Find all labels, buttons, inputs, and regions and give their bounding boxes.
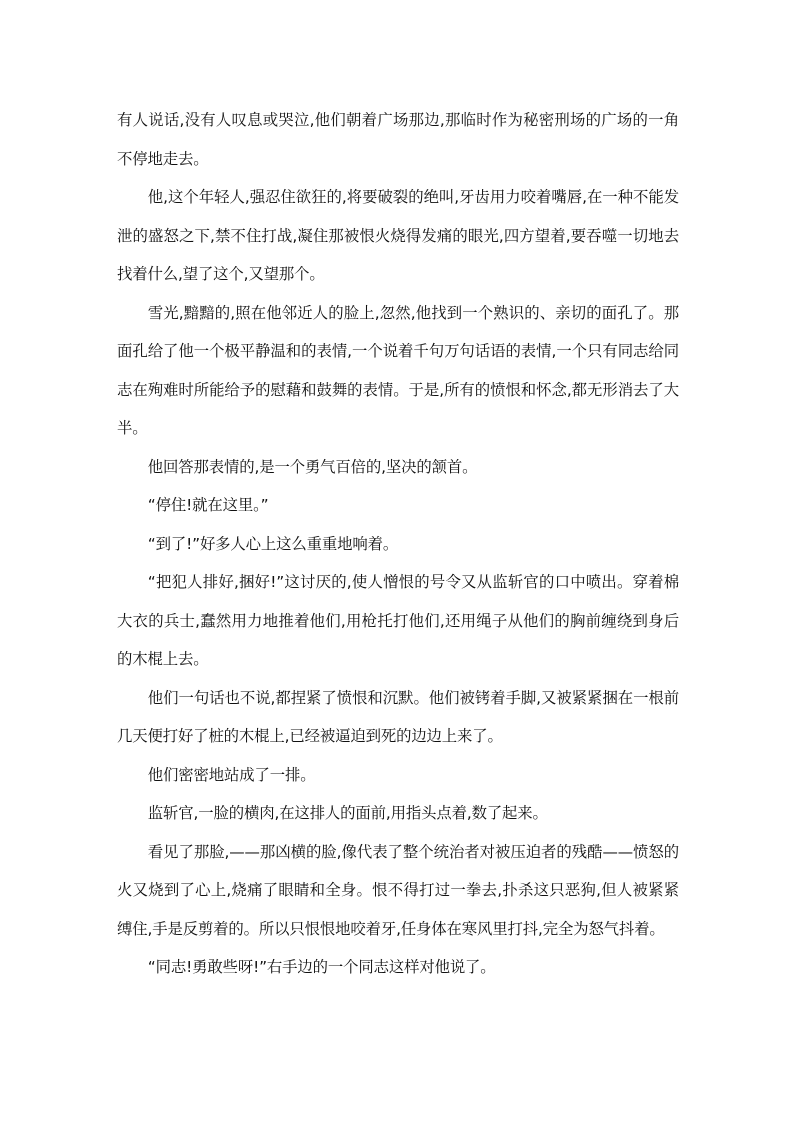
paragraph-1: 有人说话,没有人叹息或哭泣,他们朝着广场那边,那临时作为秘密刑场的广场的一角不停地走去。 (117, 111, 679, 168)
paragraph-4: 他回答那表情的,是一个勇气百倍的,坚决的颔首。 (147, 457, 478, 476)
document-body (117, 101, 679, 987)
paragraph-6: “到了!”好多人心上这么重重地响着。 (147, 534, 399, 553)
paragraph-11: 看见了那脸,——那凶横的脸,像代表了整个统治者对被压迫者的残酷——愤怒的火又烧到了心上,烧痛了眼睛和全身。恨不得打过一拳去,扑杀这只恶狗,但人被紧紧缚住,手是反剪着的。所以只恨恨地咬着牙,任身体在寒风里打抖,完全为怒气抖着。 (117, 842, 679, 938)
paragraph-7: “把犯人排好,捆好!”这讨厌的,使人憎恨的号令又从监斩官的口中喷出。穿着棉大衣的兵士,蠢然用力地推着他们,用枪托打他们,还用绳子从他们的胸前缠绕到身后的木棍上去。 (117, 573, 679, 668)
paragraph-9: 他们密密地站成了一排。 (147, 765, 316, 784)
paragraph-3: 雪光,黯黯的,照在他邻近人的脸上,忽然,他找到一个熟识的、亲切的面孔了。那面孔给了他一个极平静温和的表情,一个说着千句万句话语的表情,一个只有同志给同志在殉难时所能给予的慰藉和鼓舞的表情。于是,所有的愤恨和怀念,都无形消去了大半。 (117, 303, 679, 437)
paragraph-5: “停住!就在这里。” (147, 496, 269, 514)
paragraph-8: 他们一句话也不说,都捏紧了愤恨和沉默。他们被铐着手脚,又被紧紧捆在一根前几天便打好了桩的木棍上,已经被逼迫到死的边边上来了。 (117, 688, 679, 745)
paragraph-2: 他,这个年轻人,强忍住欲狂的,将要破裂的绝叫,牙齿用力咬着嘴唇,在一种不能发泄的盛怒之下,禁不住打战,凝住那被恨火烧得发痛的眼光,四方望着,要吞噬一切地去找着什么,望了这个,又望那个。 (117, 188, 679, 283)
paragraph-10: 监斩官,一脸的横肉,在这排人的面前,用指头点着,数了起来。 (147, 804, 548, 822)
paragraph-12: “同志!勇敢些呀!”右手边的一个同志这样对他说了。 (147, 958, 496, 976)
